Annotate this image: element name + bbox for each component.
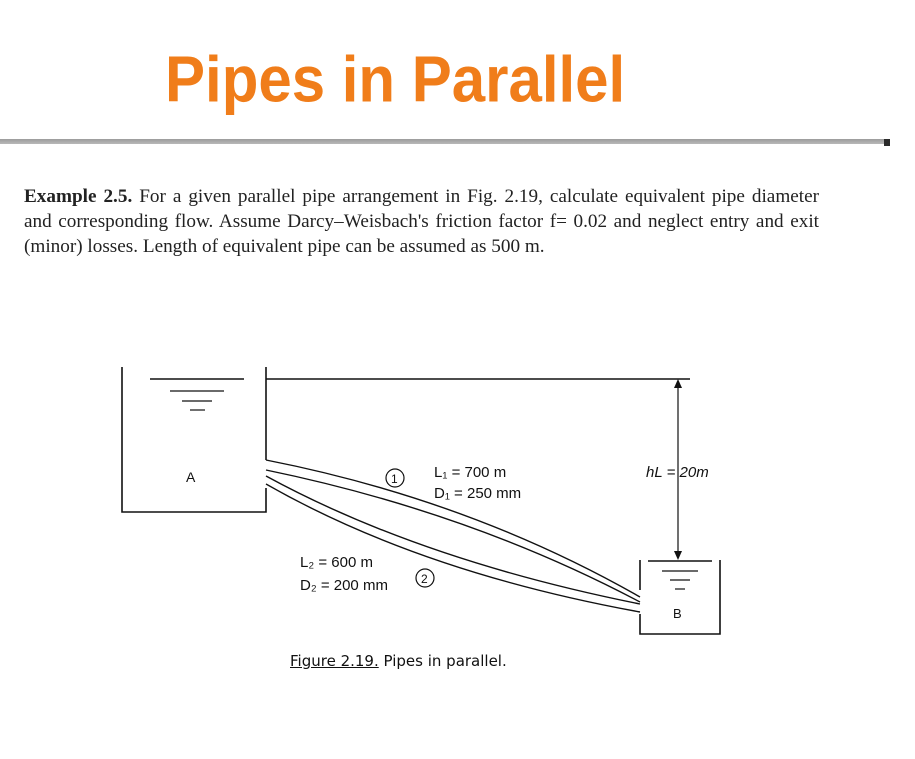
figure-caption-label: Figure 2.19. (290, 652, 379, 670)
figure-caption-text: Pipes in parallel. (383, 652, 507, 670)
pipe-2-diameter: D₂ = 200 mm (300, 577, 388, 594)
example-label: Example 2.5. (24, 186, 133, 207)
pipe-2-length: L₂ = 600 m (300, 554, 373, 571)
pipe-1-marker (386, 469, 404, 487)
water-surface-b-icon (648, 561, 712, 589)
pipe-2-marker (416, 569, 434, 587)
tank-a (122, 367, 266, 512)
svg-text:1: 1 (391, 472, 398, 486)
example-text: For a given parallel pipe arrangement in Fig. 2.19, calculate equivalent pipe diameter and corresponding flow. Assume Darcy–Weisbach's friction factor f= 0.02 and neglect entry and exit (minor) losses. Length of equivalent pipe can be assumed as 500 m. (24, 186, 820, 257)
tank-a-label: A (186, 469, 196, 485)
water-surface-a-icon (150, 379, 244, 410)
head-loss-label: hL = 20m (646, 464, 709, 481)
pipe-1-length: L₁ = 700 m (434, 464, 507, 481)
pipe-1-diameter: D₁ = 250 mm (434, 485, 522, 502)
slide-title: Pipes in Parallel (165, 43, 626, 116)
figure-caption (290, 652, 507, 670)
tank-b-label: B (673, 606, 682, 621)
svg-text:2: 2 (421, 572, 428, 586)
